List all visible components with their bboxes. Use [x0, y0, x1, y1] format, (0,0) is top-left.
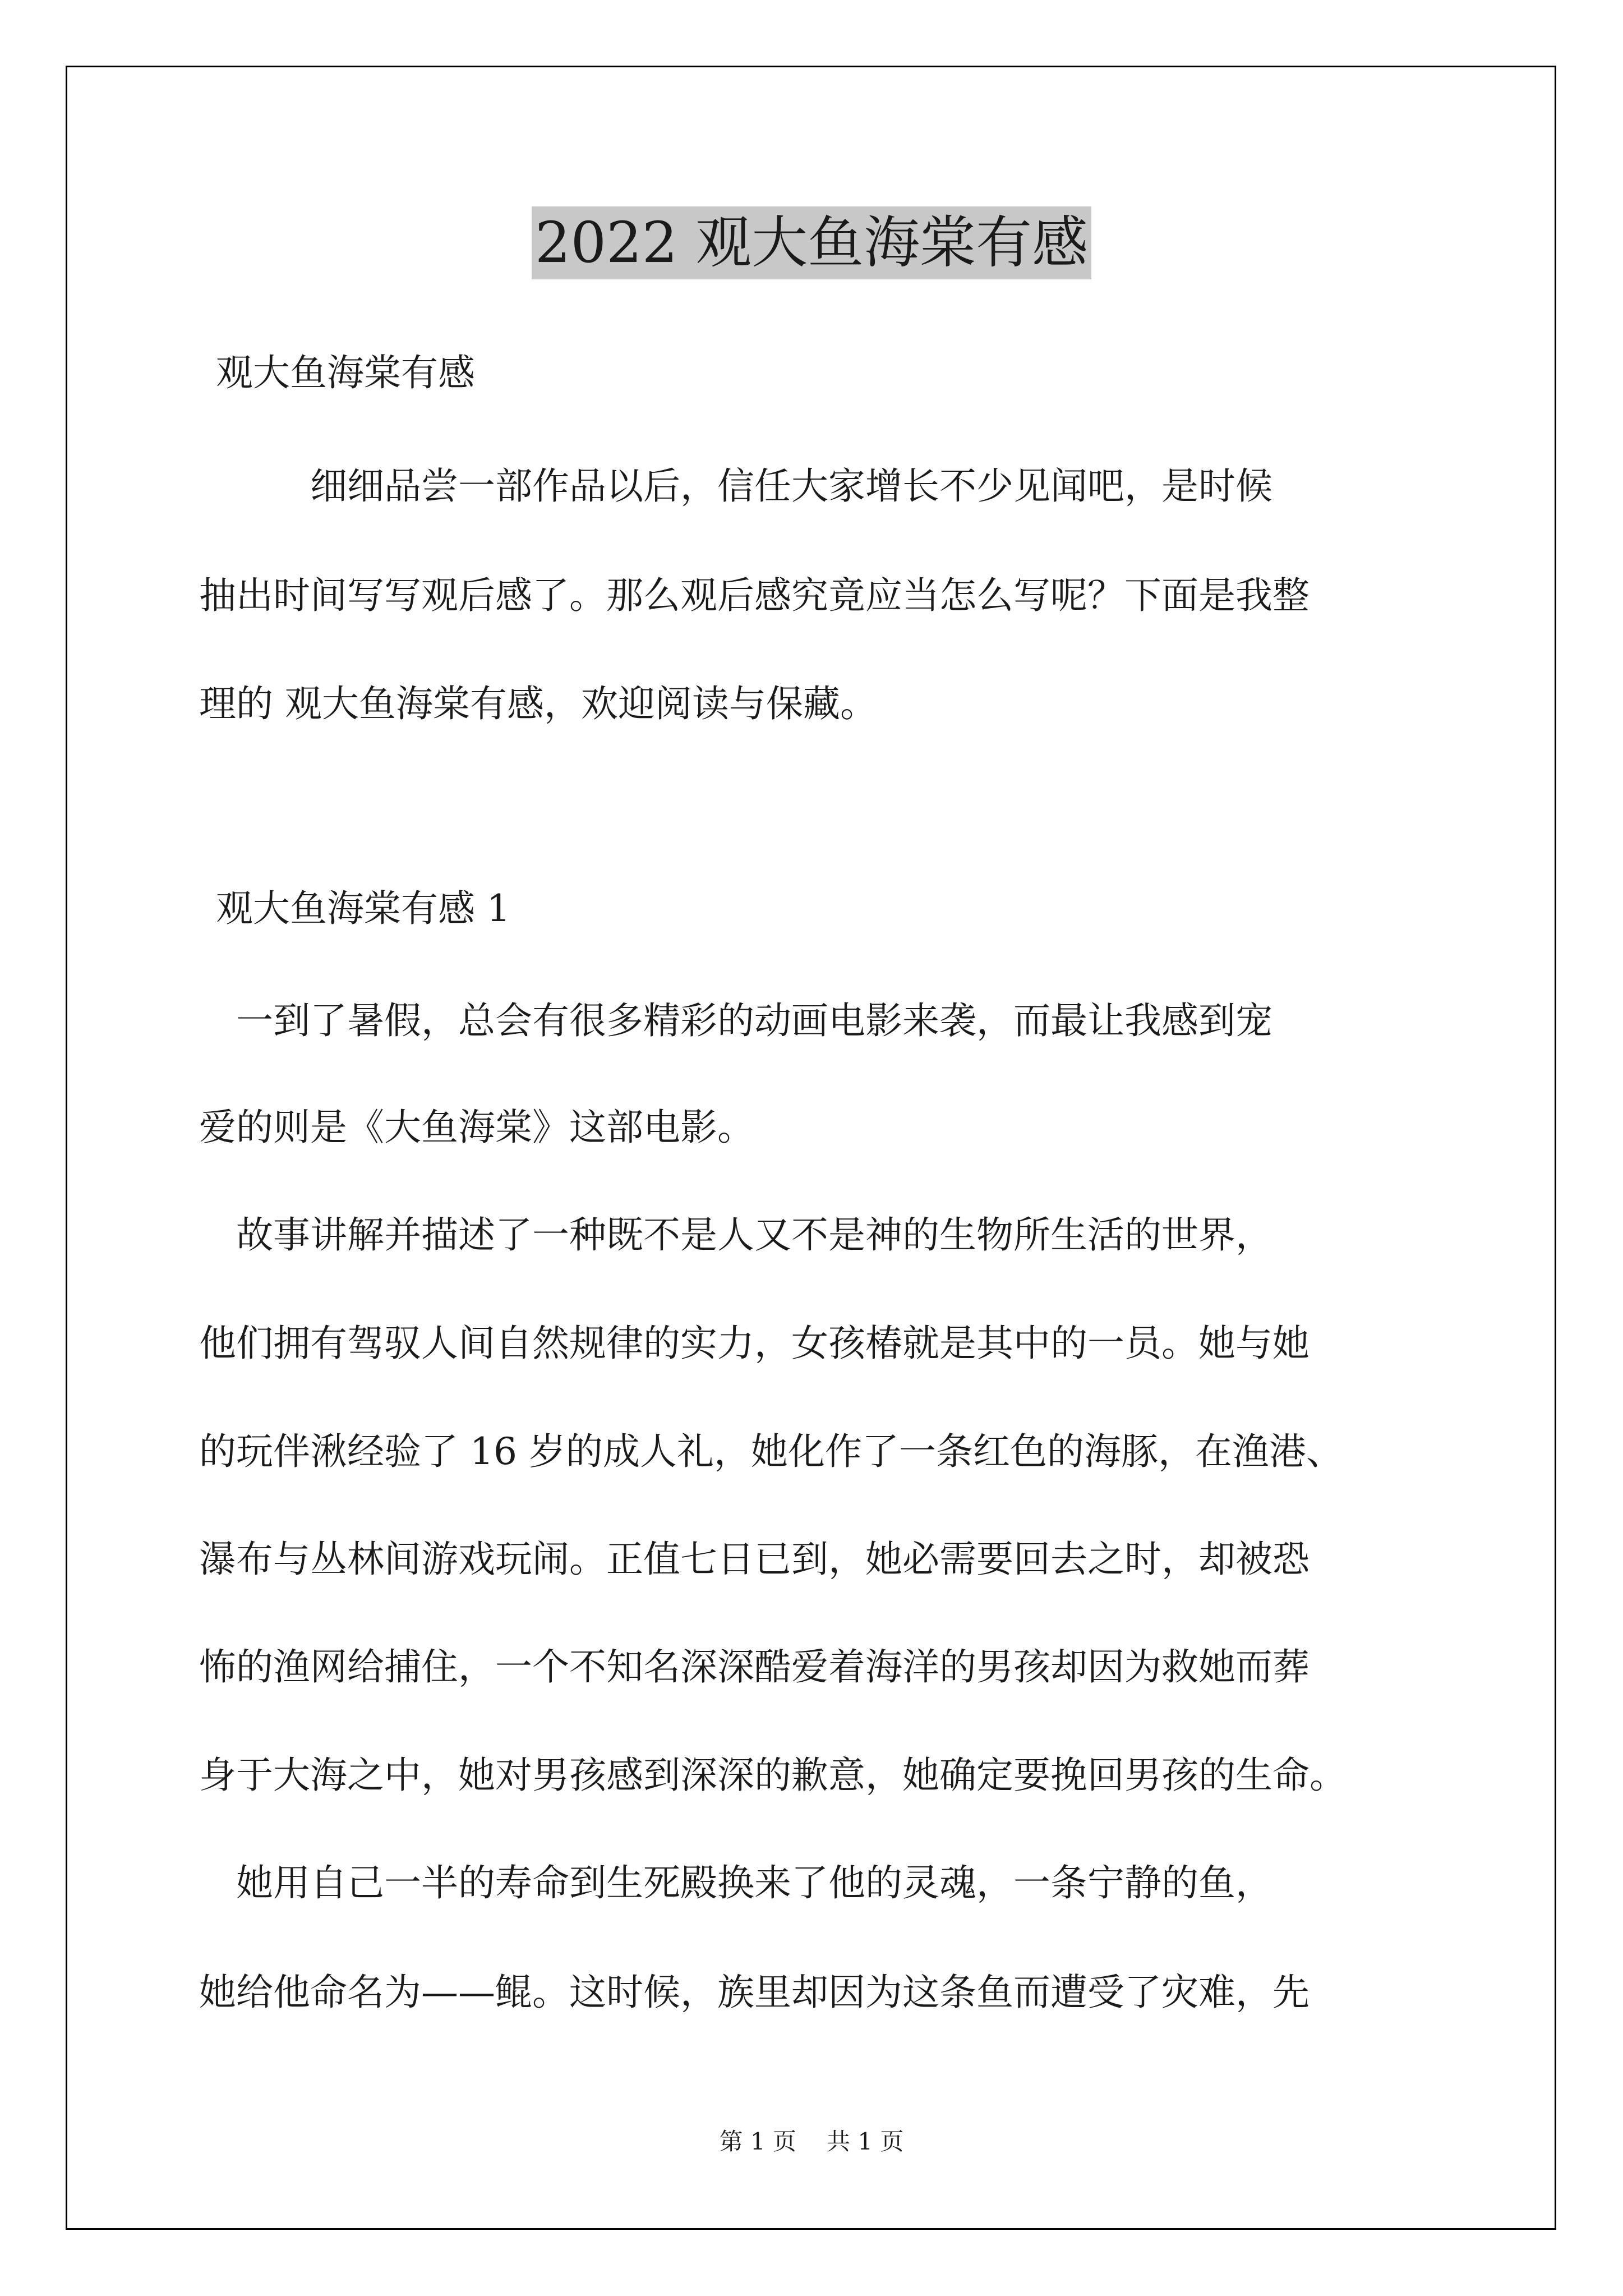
paragraph-line: 理的 观大鱼海棠有感，欢迎阅读与保藏。: [199, 682, 877, 725]
paragraph-line: 她用自己一半的寿命到生死殿换来了他的灵魂，一条宁静的鱼，: [199, 1861, 1272, 1904]
paragraph-line: 细细品尝一部作品以后，信任大家增长不少见闻吧，是时候: [199, 464, 1272, 508]
page-footer: [0, 2125, 1623, 2159]
page-total: 共 1 页: [827, 2128, 904, 2155]
paragraph-line: 怖的渔网给捕住，一个不知名深深酷爱着海洋的男孩却因为救她而葬: [199, 1645, 1310, 1688]
paragraph-line: 的玩伴湫经验了 16 岁的成人礼，她化作了一条红色的海豚，在渔港、: [199, 1430, 1343, 1473]
document-title: [0, 206, 1623, 279]
subtitle-line: 观大鱼海棠有感: [216, 351, 475, 394]
paragraph-line: 瀑布与丛林间游戏玩闹。正值七日已到，她必需要回去之时，却被恐: [199, 1538, 1310, 1581]
paragraph-line: 故事讲解并描述了一种既不是人又不是神的生物所生活的世界，: [199, 1213, 1272, 1257]
paragraph-line: 抽出时间写写观后感了。那么观后感究竟应当怎么写呢？下面是我整: [199, 574, 1310, 617]
paragraph-line: 她给他命名为——鲲。这时候，族里却因为这条鱼而遭受了灾难，先: [199, 1971, 1310, 2014]
section-heading: 观大鱼海棠有感 1: [216, 887, 510, 930]
document-title-text: 2022 观大鱼海棠有感: [532, 206, 1091, 279]
page-number: 第 1 页: [719, 2128, 796, 2155]
paragraph-line: 爱的则是《大鱼海棠》这部电影。: [199, 1106, 754, 1149]
paragraph-line: 身于大海之中，她对男孩感到深深的歉意，她确定要挽回男孩的生命。: [199, 1754, 1347, 1797]
paragraph-line: 一到了暑假，总会有很多精彩的动画电影来袭，而最让我感到宠: [199, 999, 1272, 1042]
paragraph-line: 他们拥有驾驭人间自然规律的实力，女孩椿就是其中的一员。她与她: [199, 1322, 1310, 1365]
